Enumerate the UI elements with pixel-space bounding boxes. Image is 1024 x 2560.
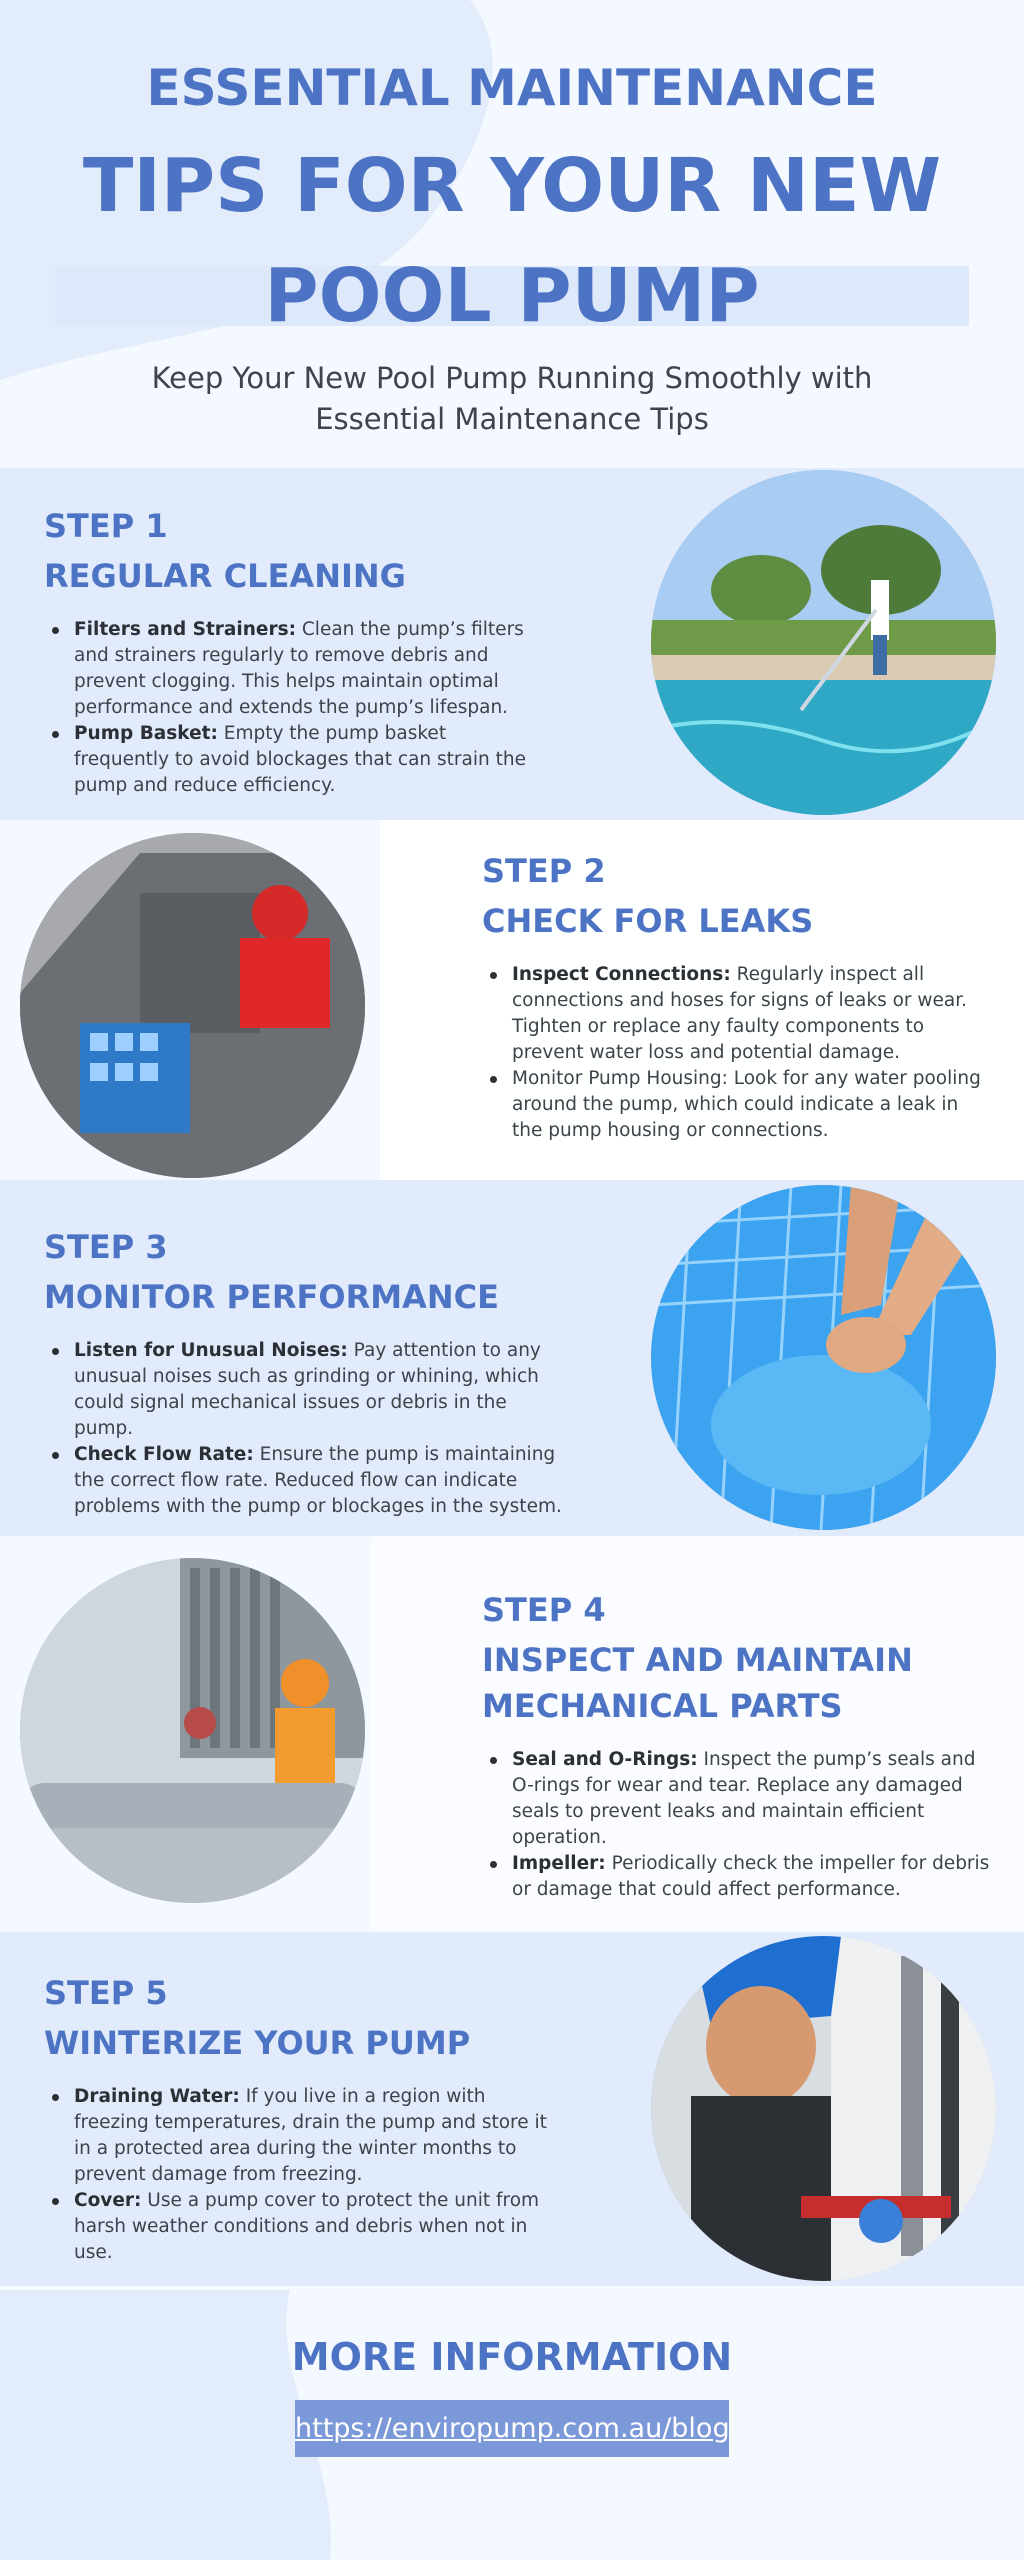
step-5-label: STEP 5 [44, 1974, 168, 2012]
step-1 [44, 503, 544, 799]
list-item: Monitor Pump Housing: Look for any water pooling around the pump, which could indicate a leak in the pump housing or connections. [482, 1066, 982, 1144]
list-item: Listen for Unusual Noises: Pay attention to any unusual noises such as grinding or whining, which could signal mechanical issues or debris in the pump. [44, 1338, 564, 1442]
step-2-label: STEP 2 [482, 852, 606, 890]
man-cleaning-pool-photo [651, 470, 996, 815]
step-5-bullets [44, 2084, 564, 2266]
step-3-title: MONITOR PERFORMANCE [44, 1278, 499, 1316]
list-item: Cover: Use a pump cover to protect the unit from harsh weather conditions and debris when not in use. [44, 2188, 564, 2266]
step-5-title: WINTERIZE YOUR PUMP [44, 2024, 471, 2062]
subtitle: Keep Your New Pool Pump Running Smoothly with Essential Maintenance Tips [151, 361, 873, 436]
plumber-with-wrench-photo [651, 1936, 996, 2281]
step-4-title: INSPECT AND MAINTAIN MECHANICAL PARTS [482, 1641, 913, 1725]
step-4-bullets [482, 1747, 1002, 1903]
list-item: Impeller: Periodically check the impeller for debris or damage that could affect performance. [482, 1851, 1002, 1903]
step-4-label: STEP 4 [482, 1591, 606, 1629]
step-1-title: REGULAR CLEANING [44, 557, 406, 595]
step-2-bullets [482, 962, 982, 1144]
step-2 [482, 848, 982, 1144]
header [0, 0, 1024, 468]
list-item: Filters and Strainers: Clean the pump’s filters and strainers regularly to remove debris and prevent clogging. This helps maintain optimal performance and extends the pump’s lifespan. [44, 617, 544, 721]
step-3-label: STEP 3 [44, 1228, 168, 1266]
list-item: Draining Water: If you live in a region with freezing temperatures, drain the pump and store it in a protected area during the winter months to prevent damage from freezing. [44, 2084, 564, 2188]
list-item: Seal and O-Rings: Inspect the pump’s seals and O-rings for wear and tear. Replace any damaged seals to prevent leaks and maintain efficient operation. [482, 1747, 1002, 1851]
engineer-with-pipes-photo [20, 1558, 365, 1903]
list-item: Pump Basket: Empty the pump basket frequently to avoid blockages that can strain the pump and reduce efficiency. [44, 721, 544, 799]
step-2-title: CHECK FOR LEAKS [482, 902, 814, 940]
list-item: Check Flow Rate: Ensure the pump is maintaining the correct flow rate. Reduced flow can indicate problems with the pump or blockages in the system. [44, 1442, 564, 1520]
step-5 [44, 1970, 564, 2266]
step-4 [482, 1587, 1002, 1903]
hands-in-pool-water-photo [651, 1185, 996, 1530]
headline-line-1: ESSENTIAL MAINTENANCE [146, 59, 878, 117]
step-3-bullets [44, 1338, 564, 1520]
step-1-label: STEP 1 [44, 507, 168, 545]
headline-line-2: TIPS FOR YOUR NEW [82, 143, 942, 229]
technician-inspecting-pump-photo [20, 833, 365, 1178]
more-information-title: MORE INFORMATION [291, 2335, 733, 2379]
blog-link[interactable]: https://enviropump.com.au/blog [295, 2400, 729, 2457]
list-item: Inspect Connections: Regularly inspect all connections and hoses for signs of leaks or wear. Tighten or replace any faulty components to prevent water loss and potential damage. [482, 962, 982, 1066]
step-1-bullets [44, 617, 544, 799]
step-3 [44, 1224, 564, 1520]
headline-line-3: POOL PUMP [264, 253, 760, 339]
